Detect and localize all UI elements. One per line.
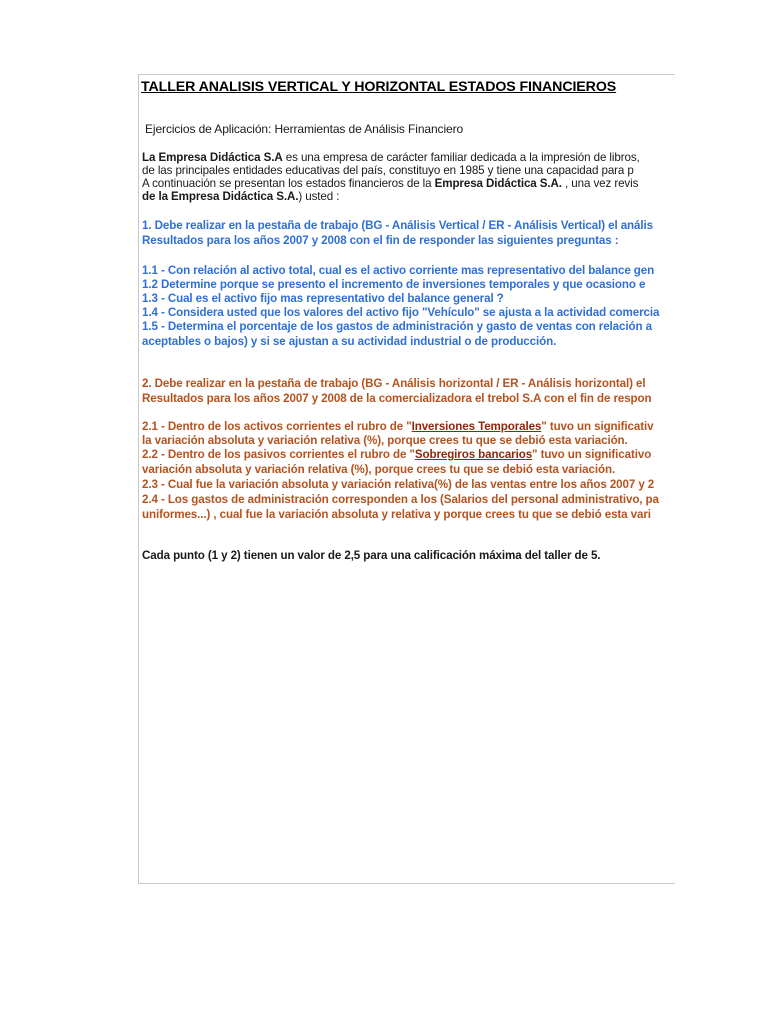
question-2-2-line2: variación absoluta y variación relativa (%), porque crees tu que se debió esta variación.: [142, 463, 616, 476]
question-1-1: 1.1 - Con relación al activo total, cual es el activo corriente mas representativo del balance gen: [142, 264, 655, 277]
question-2-2-line1: 2.2 - Dentro de los pasivos corrientes el rubro de "Sobregiros bancarios" tuvo un significativo: [142, 448, 652, 461]
grading-note: Cada punto (1 y 2) tienen un valor de 2,5 para una calificación máxima del taller de 5.: [142, 549, 601, 562]
question-2-1-line1: 2.1 - Dentro de los activos corrientes el rubro de "Inversiones Temporales" tuvo un significativ: [142, 420, 654, 433]
question-1-4: 1.4 - Considera usted que los valores del activo fijo "Vehículo" se ajusta a la actividad comercia: [142, 306, 660, 319]
spreadsheet-page: [138, 74, 675, 884]
section1-heading-line1: 1. Debe realizar en la pestaña de trabajo (BG - Análisis Vertical / ER - Análisis Vertical) el anális: [142, 219, 653, 232]
intro-line-2: de las principales entidades educativas del país, constituyo en 1985 y tiene una capacidad para p: [142, 164, 634, 177]
sobregiros-bancarios-link: Sobregiros bancarios: [414, 448, 533, 461]
question-1-5-line2: aceptables o bajos) y si se ajustan a su actividad industrial o de producción.: [142, 335, 557, 348]
section2-heading-line2: Resultados para los años 2007 y 2008 de la comercializadora el trebol S.A con el fin de respon: [142, 392, 652, 405]
subtitle: Ejercicios de Aplicación: Herramientas de Análisis Financiero: [145, 122, 464, 136]
section1-heading-line2: Resultados para los años 2007 y 2008 con el fin de responder las siguientes preguntas :: [142, 234, 619, 247]
question-2-4-line2: uniformes...) , cual fue la variación absoluta y relativa y porque crees tu que se debió esta vari: [142, 508, 651, 521]
intro-line-4: de la Empresa Didáctica S.A.) usted :: [142, 190, 340, 203]
question-2-4-line1: 2.4 - Los gastos de administración corresponden a los (Salarios del personal administrativo, pa: [142, 493, 659, 506]
question-2-3: 2.3 - Cual fue la variación absoluta y variación relativa(%) de las ventas entre los años 2007 y 2: [142, 478, 655, 491]
question-1-5-line1: 1.5 - Determina el porcentaje de los gastos de administración y gasto de ventas con relación a: [142, 320, 652, 333]
section2-heading-line1: 2. Debe realizar en la pestaña de trabajo (BG - Análisis horizontal / ER - Análisis horizontal) el: [142, 377, 646, 390]
intro-line-3: A continuación se presentan los estados financieros de la Empresa Didáctica S.A. , una vez revis: [142, 177, 639, 190]
question-1-2: 1.2 Determine porque se presento el incremento de inversiones temporales y que ocasiono e: [142, 278, 646, 291]
intro-line-1: La Empresa Didáctica S.A es una empresa de carácter familiar dedicada a la impresión de libros,: [142, 151, 640, 164]
inversiones-temporales-link: Inversiones Temporales: [411, 420, 542, 433]
question-2-1-line2: la variación absoluta y variación relativa (%), porque crees tu que se debió esta variación.: [142, 434, 628, 447]
question-1-3: 1.3 - Cual es el activo fijo mas representativo del balance general ?: [142, 292, 504, 305]
page-title: TALLER ANALISIS VERTICAL Y HORIZONTAL ESTADOS FINANCIEROS: [141, 79, 617, 95]
